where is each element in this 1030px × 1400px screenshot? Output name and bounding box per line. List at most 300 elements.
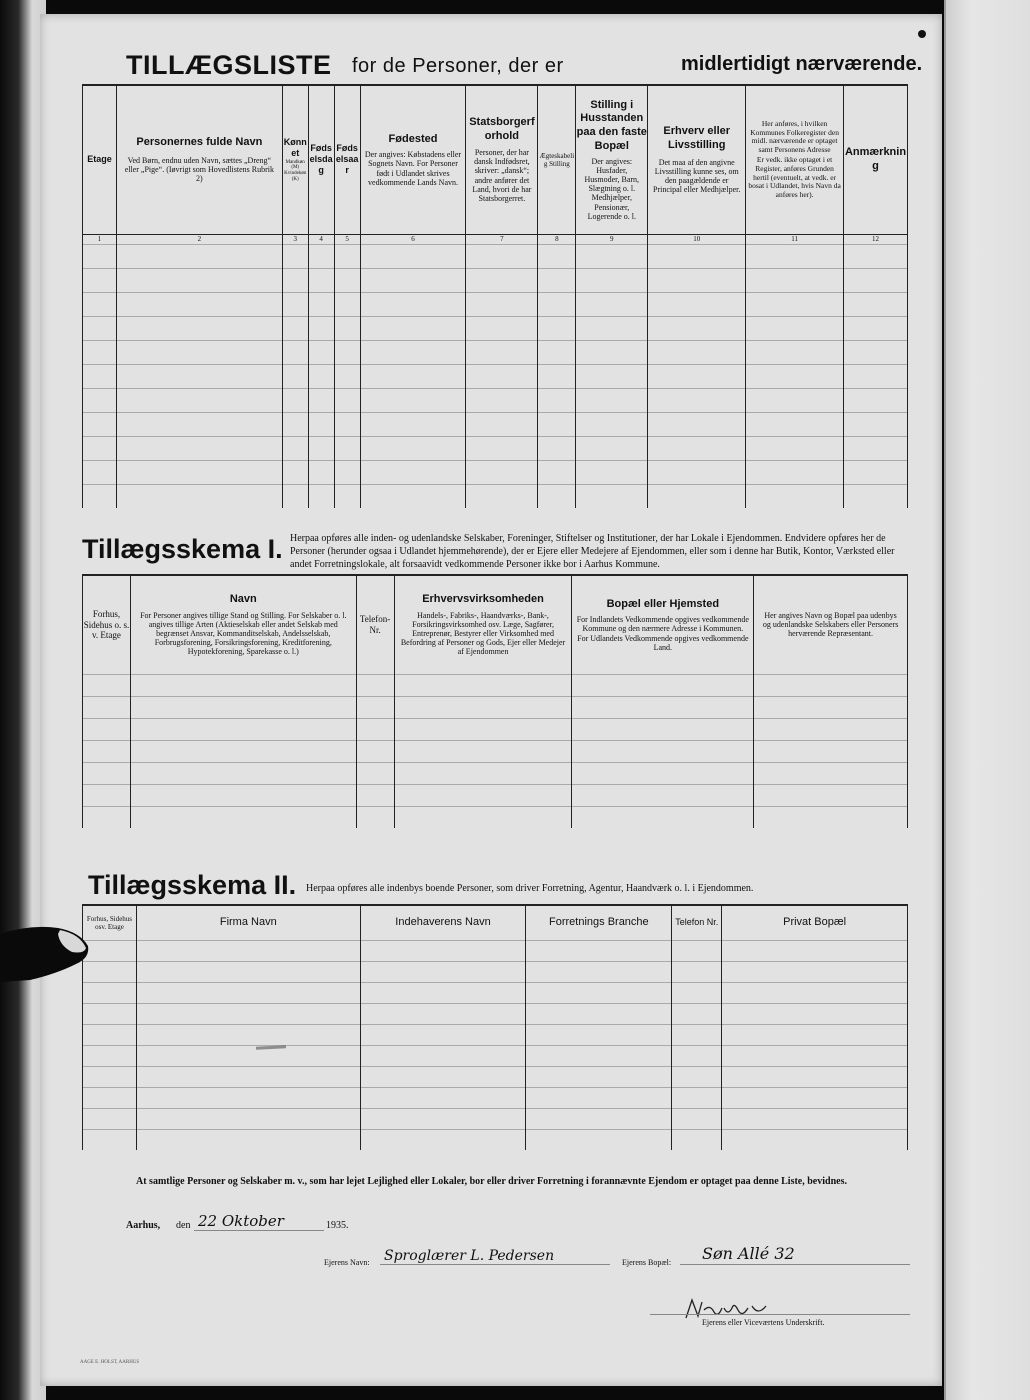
table-cell [672, 1108, 722, 1129]
skema2-table-body [83, 940, 908, 1150]
table-cell [466, 268, 538, 292]
main-table-body [83, 244, 908, 508]
skema2-col-bopael: Privat Bopæl [722, 906, 908, 940]
table-cell [526, 1087, 672, 1108]
table-cell [538, 340, 576, 364]
skema2-col-telefon: Telefon Nr. [672, 906, 722, 940]
col-foedested: Fødested Der angives: Købstadens eller Sognets Navn. For Personer født i Udlandet skrives vedkommende Lands Navn. [360, 86, 466, 234]
table-cell [576, 316, 648, 340]
table-cell [572, 806, 754, 828]
table-cell [334, 316, 360, 340]
table-cell [83, 484, 117, 508]
table-cell [572, 740, 754, 762]
table-cell [576, 340, 648, 364]
owner-address-label: Ejerens Bopæl: [622, 1258, 672, 1267]
table-cell [844, 244, 908, 268]
owner-name-label: Ejerens Navn: [324, 1258, 370, 1267]
table-cell [308, 340, 334, 364]
col-etage: Etage [83, 86, 117, 234]
table-cell [83, 340, 117, 364]
table-row [83, 268, 908, 292]
skema1-col-navn: Navn For Personer angives tillige Stand og Stilling. For Selskaber o. l. angives tillige Arten (Aktieselskab eller andet Selskab med begrænset Ansvar, Kommanditselskab, Andelsselskab, Forbrugsforening, Forsikringsforening, Kreditforening, Hypotekforening, Sparekasse o. l.) [130, 576, 356, 674]
col-num-12: 12 [844, 234, 908, 244]
table-cell [844, 436, 908, 460]
adjacent-page [944, 0, 1030, 1400]
table-cell [466, 388, 538, 412]
table-cell [83, 292, 117, 316]
table-cell [360, 1066, 526, 1087]
table-cell [356, 784, 394, 806]
date-year: 1935. [326, 1220, 349, 1231]
table-cell [754, 718, 908, 740]
table-cell [360, 460, 466, 484]
place-label: Aarhus, [126, 1220, 161, 1231]
table-row [83, 388, 908, 412]
table-cell [130, 696, 356, 718]
table-cell [130, 740, 356, 762]
owner-address-handwritten: Søn Allé 32 [702, 1244, 795, 1263]
table-cell [844, 340, 908, 364]
table-cell [576, 244, 648, 268]
table-cell [334, 268, 360, 292]
table-cell [722, 1024, 908, 1045]
table-cell [466, 460, 538, 484]
table-cell [83, 460, 117, 484]
table-cell [116, 460, 282, 484]
table-cell [576, 460, 648, 484]
owner-address-underline [680, 1264, 910, 1265]
table-cell [538, 364, 576, 388]
table-cell [136, 1066, 360, 1087]
table-cell [83, 961, 137, 982]
table-row [83, 1003, 908, 1024]
table-cell [746, 268, 844, 292]
table-row [83, 718, 908, 740]
table-row [83, 784, 908, 806]
table-cell [356, 718, 394, 740]
thumb-holding-page [0, 924, 90, 982]
table-cell [746, 340, 844, 364]
table-cell [130, 718, 356, 740]
table-cell [576, 412, 648, 436]
table-cell [648, 316, 746, 340]
table-cell [466, 436, 538, 460]
col-num-1: 1 [83, 234, 117, 244]
skema1-col-bopael: Bopæl eller Hjemsted For Indlandets Vedkommende opgives vedkommende Kommune og den nærmere Adresse i Kommunen. For Udlandets Vedkommende opgives vedkommende Land. [572, 576, 754, 674]
table-cell [672, 1003, 722, 1024]
col-erhverv: Erhverv eller Livsstilling Det maa af den angivne Livsstilling kunne ses, om den paagældende er Principal eller Medhjælper. [648, 86, 746, 234]
table-cell [672, 1129, 722, 1150]
attestation-statement: At samtlige Personer og Selskaber m. v., som har lejet Lejlighed eller Lokaler, bor eller driver Forretning i forannævnte Ejendom er optaget paa denne Liste, bevidnes. [136, 1176, 847, 1187]
table-cell [136, 1129, 360, 1150]
table-cell [360, 436, 466, 460]
table-cell [136, 982, 360, 1003]
table-cell [576, 484, 648, 508]
table-row [83, 292, 908, 316]
table-cell [282, 412, 308, 436]
col-num-11: 11 [746, 234, 844, 244]
table-cell [722, 1108, 908, 1129]
table-cell [116, 316, 282, 340]
table-cell [466, 316, 538, 340]
table-cell [746, 436, 844, 460]
table-cell [648, 412, 746, 436]
table-row [83, 806, 908, 828]
table-cell [722, 961, 908, 982]
table-cell [722, 1087, 908, 1108]
table-cell [282, 244, 308, 268]
table-cell [746, 316, 844, 340]
table-cell [394, 762, 572, 784]
table-cell [394, 806, 572, 828]
skema2-col-branche: Forretnings Branche [526, 906, 672, 940]
table-cell [576, 436, 648, 460]
main-number-row [83, 234, 908, 244]
table-cell [648, 460, 746, 484]
table-cell [83, 436, 117, 460]
table-cell [116, 244, 282, 268]
table-row [83, 1129, 908, 1150]
signature-label: Ejerens eller Viceværtens Underskrift. [702, 1318, 825, 1327]
table-cell [360, 388, 466, 412]
table-cell [360, 1024, 526, 1045]
skema2-header-row [83, 906, 908, 940]
table-cell [334, 364, 360, 388]
table-cell [83, 1087, 137, 1108]
table-cell [754, 740, 908, 762]
table-cell [538, 244, 576, 268]
table-cell [136, 940, 360, 961]
table-cell [754, 762, 908, 784]
table-cell [282, 268, 308, 292]
table-cell [334, 436, 360, 460]
table-cell [83, 316, 117, 340]
table-row [83, 364, 908, 388]
table-cell [672, 1066, 722, 1087]
table-cell [83, 762, 131, 784]
col-foedselsdag: Fødselsdag [308, 86, 334, 234]
table-cell [466, 484, 538, 508]
table-cell [83, 982, 137, 1003]
table-cell [334, 244, 360, 268]
skema1-table [82, 576, 908, 828]
table-cell [308, 364, 334, 388]
table-cell [282, 292, 308, 316]
col-anmaerkning: Anmærkning [844, 86, 908, 234]
table-cell [308, 292, 334, 316]
printer-imprint: AAGE E. HOLST, AARHUS [80, 1360, 140, 1365]
table-cell [360, 1003, 526, 1024]
table-cell [722, 1129, 908, 1150]
table-cell [572, 674, 754, 696]
table-cell [83, 740, 131, 762]
table-cell [538, 436, 576, 460]
date-underline [194, 1230, 324, 1231]
table-cell [136, 1045, 360, 1066]
table-cell [360, 244, 466, 268]
table-cell [576, 388, 648, 412]
table-cell [334, 292, 360, 316]
col-koen: Kønnet Mandkøn (M) Kvindekøn (K) [282, 86, 308, 234]
table-cell [526, 1108, 672, 1129]
table-cell [394, 718, 572, 740]
col-folkeregister: Her anføres, i hvilken Kommunes Folkeregister den midl. nærværende er optaget samt Personens Adresse Er vedk. ikke optaget i et Register, anføres Grunden hertil (eventuelt, at vedk. er bosat i Udlandet, hvis Navn da anføres her). [746, 86, 844, 234]
table-cell [356, 762, 394, 784]
table-cell [83, 364, 117, 388]
table-cell [526, 1045, 672, 1066]
table-cell [334, 484, 360, 508]
table-cell [116, 364, 282, 388]
table-cell [754, 674, 908, 696]
table-cell [360, 961, 526, 982]
table-row [83, 1045, 908, 1066]
col-num-4: 4 [308, 234, 334, 244]
table-row [83, 961, 908, 982]
owner-name-underline [380, 1264, 610, 1265]
form-title: TILLÆGSLISTE [126, 50, 332, 80]
table-cell [83, 1129, 137, 1150]
table-cell [746, 412, 844, 436]
table-cell [282, 460, 308, 484]
table-cell [282, 388, 308, 412]
main-header-row [83, 86, 908, 234]
table-cell [572, 718, 754, 740]
table-cell [538, 292, 576, 316]
table-row [83, 940, 908, 961]
skema1-col-repraesentant: Her angives Navn og Bopæl paa udenbys og udenlandske Selskabers eller Personers herværende Repræsentant. [754, 576, 908, 674]
table-cell [116, 436, 282, 460]
table-cell [136, 1087, 360, 1108]
table-cell [844, 316, 908, 340]
table-row [83, 484, 908, 508]
table-cell [356, 806, 394, 828]
table-row [83, 316, 908, 340]
table-cell [746, 364, 844, 388]
table-cell [648, 244, 746, 268]
table-cell [844, 268, 908, 292]
col-statsborger: Statsborgerforhold Personer, der har dansk Indfødsret, skriver: „dansk“; andre anfører det Land, hvori de har Statsborgerret. [466, 86, 538, 234]
table-cell [538, 412, 576, 436]
date-den-label: den [176, 1220, 191, 1231]
signature-underline [650, 1314, 910, 1315]
table-cell [116, 388, 282, 412]
table-cell [360, 292, 466, 316]
table-cell [136, 961, 360, 982]
table-cell [576, 364, 648, 388]
table-cell [360, 940, 526, 961]
skema2-col-indehaver: Indehaverens Navn [360, 906, 526, 940]
table-cell [746, 292, 844, 316]
skema1-header-row [83, 576, 908, 674]
table-cell [308, 436, 334, 460]
table-row [83, 696, 908, 718]
table-cell [722, 982, 908, 1003]
table-cell [538, 388, 576, 412]
table-row [83, 674, 908, 696]
table-cell [722, 1003, 908, 1024]
table-row [83, 1066, 908, 1087]
table-cell [538, 268, 576, 292]
form-title-end: midlertidigt nærværende. [681, 53, 923, 75]
table-cell [526, 1066, 672, 1087]
table-cell [722, 1045, 908, 1066]
table-cell [282, 316, 308, 340]
table-row [83, 460, 908, 484]
table-cell [360, 412, 466, 436]
table-cell [466, 364, 538, 388]
table-cell [130, 762, 356, 784]
table-cell [282, 436, 308, 460]
skema1-col-etage: Forhus, Sidehus o. s. v. Etage [83, 576, 131, 674]
table-row [83, 340, 908, 364]
table-cell [83, 940, 137, 961]
col-num-10: 10 [648, 234, 746, 244]
table-cell [572, 784, 754, 806]
table-cell [130, 674, 356, 696]
table-cell [394, 674, 572, 696]
form-title-rest: for de Personer, der er [352, 55, 564, 77]
table-cell [538, 460, 576, 484]
col-num-9: 9 [576, 234, 648, 244]
table-cell [526, 1003, 672, 1024]
table-cell [83, 1045, 137, 1066]
table-row [83, 1087, 908, 1108]
table-row [83, 1108, 908, 1129]
table-cell [308, 316, 334, 340]
table-cell [538, 484, 576, 508]
table-cell [360, 982, 526, 1003]
table-cell [356, 674, 394, 696]
table-cell [360, 316, 466, 340]
table-cell [334, 388, 360, 412]
table-cell [526, 961, 672, 982]
skema1-title: Tillægsskema I. [82, 534, 283, 564]
table-cell [576, 292, 648, 316]
tillaegsliste-table [82, 86, 908, 508]
table-cell [844, 484, 908, 508]
table-cell [538, 316, 576, 340]
owner-name-handwritten: Sproglærer L. Pedersen [384, 1248, 555, 1264]
table-cell [308, 244, 334, 268]
table-cell [83, 1066, 137, 1087]
col-num-2: 2 [116, 234, 282, 244]
table-cell [754, 696, 908, 718]
table-cell [466, 412, 538, 436]
table-cell [648, 484, 746, 508]
table-cell [844, 412, 908, 436]
col-aegteskab: Ægteskabelig Stilling [538, 86, 576, 234]
table-cell [360, 1045, 526, 1066]
table-cell [360, 364, 466, 388]
table-cell [308, 268, 334, 292]
table-cell [136, 1003, 360, 1024]
table-cell [116, 412, 282, 436]
skema1-table-body [83, 674, 908, 828]
table-cell [722, 1066, 908, 1087]
table-cell [308, 388, 334, 412]
table-cell [672, 940, 722, 961]
table-cell [746, 244, 844, 268]
table-row [83, 740, 908, 762]
table-cell [394, 784, 572, 806]
skema2-title: Tillægsskema II. [88, 870, 297, 900]
table-cell [466, 292, 538, 316]
table-row [83, 436, 908, 460]
table-cell [116, 340, 282, 364]
table-cell [83, 1003, 137, 1024]
table-cell [334, 340, 360, 364]
col-navn: Personernes fulde Navn Ved Børn, endnu uden Navn, sættes „Dreng“ eller „Pige“. (Iøvrigt som Hovedlistens Rubrik 2) [116, 86, 282, 234]
table-cell [83, 674, 131, 696]
table-cell [754, 784, 908, 806]
skema2-table [82, 906, 908, 1150]
skema2-col-etage: Forhus, Sidehus osv. Etage [83, 906, 137, 940]
table-cell [83, 412, 117, 436]
table-cell [116, 292, 282, 316]
table-cell [648, 292, 746, 316]
table-cell [672, 982, 722, 1003]
col-num-7: 7 [466, 234, 538, 244]
table-cell [356, 696, 394, 718]
table-cell [672, 1087, 722, 1108]
table-cell [648, 340, 746, 364]
table-cell [83, 1024, 137, 1045]
skema1-intro: Herpaa opføres alle inden- og udenlandske Selskaber, Foreninger, Stiftelser og Institutioner, der har Lokale i Ejendommen. Endvidere opføres her de Personer (herunder ogsaa i Udlandet hjemmehørende), der er Ejere eller Medejere af Ejendommen, eller som i denne har Butik, Kontor, Værksted eller andet Forretningslokale, alt forsaavidt vedkommende Personer ikke bor i Aarhus Kommune. [290, 533, 895, 570]
table-cell [844, 388, 908, 412]
table-cell [334, 412, 360, 436]
table-cell [308, 460, 334, 484]
table-cell [572, 762, 754, 784]
skema2-col-firma: Firma Navn [136, 906, 360, 940]
table-row [83, 412, 908, 436]
skema2-intro: Herpaa opføres alle indenbys boende Personer, som driver Forretning, Agentur, Haandværk o. l. i Ejendommen. [306, 883, 754, 894]
table-cell [83, 806, 131, 828]
table-cell [672, 1024, 722, 1045]
table-cell [136, 1024, 360, 1045]
table-cell [83, 1108, 137, 1129]
table-cell [722, 940, 908, 961]
table-row [83, 982, 908, 1003]
table-cell [116, 484, 282, 508]
skema1-col-telefon: Telefon-Nr. [356, 576, 394, 674]
table-cell [844, 460, 908, 484]
table-cell [360, 340, 466, 364]
table-cell [648, 268, 746, 292]
table-cell [356, 740, 394, 762]
table-row [83, 244, 908, 268]
table-row [83, 1024, 908, 1045]
date-handwritten: 22 Oktober [198, 1212, 284, 1230]
table-cell [83, 268, 117, 292]
table-cell [116, 268, 282, 292]
table-cell [83, 718, 131, 740]
table-cell [130, 806, 356, 828]
table-cell [360, 268, 466, 292]
col-num-8: 8 [538, 234, 576, 244]
table-cell [746, 484, 844, 508]
table-cell [83, 696, 131, 718]
table-row [83, 762, 908, 784]
table-cell [746, 460, 844, 484]
table-cell [282, 340, 308, 364]
table-cell [130, 784, 356, 806]
table-cell [526, 1024, 672, 1045]
punch-hole [918, 30, 926, 38]
table-cell [576, 268, 648, 292]
table-cell [360, 1087, 526, 1108]
col-foedselsaar: Fødselsaar [334, 86, 360, 234]
table-cell [648, 388, 746, 412]
